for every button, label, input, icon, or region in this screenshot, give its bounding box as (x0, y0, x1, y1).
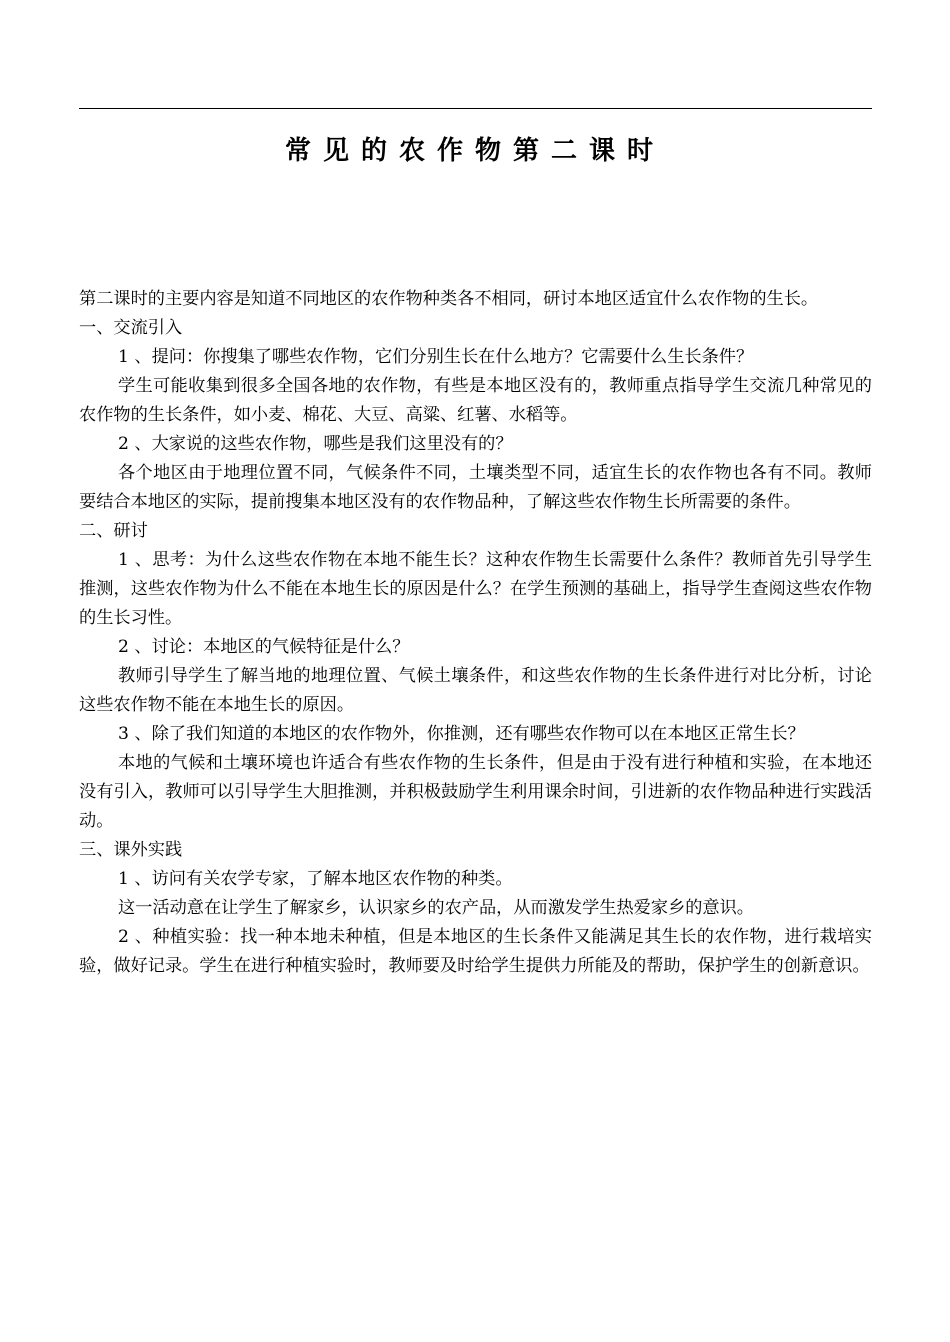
paragraph: 1 、访问有关农学专家，了解本地区农作物的种类。 (118, 869, 513, 889)
paragraph: 第二课时的主要内容是知道不同地区的农作物种类各不相同，研讨本地区适宜什么农作物的生长。 (79, 289, 819, 309)
paragraph: 学生可能收集到很多全国各地的农作物，有些是本地区没有的，教师重点指导学生交流几种常见的农作物的生长条件，如小麦、棉花、大豆、高粱、红薯、水稻等。 (79, 376, 872, 425)
section-heading: 二、研讨 (79, 521, 148, 541)
paragraph: 各个地区由于地理位置不同，气候条件不同，土壤类型不同，适宜生长的农作物也各有不同。教师要结合本地区的实际，提前搜集本地区没有的农作物品种，了解这些农作物生长所需要的条件。 (79, 463, 872, 512)
paragraph: 教师引导学生了解当地的地理位置、气候土壤条件，和这些农作物的生长条件进行对比分析，讨论这些农作物不能在本地生长的原因。 (79, 666, 872, 715)
header-rule (79, 108, 872, 109)
paragraph: 2 、讨论：本地区的气候特征是什么？ (118, 637, 410, 657)
paragraph: 1 、提问：你搜集了哪些农作物，它们分别生长在什么地方？它需要什么生长条件？ (118, 347, 754, 367)
section-heading: 三、课外实践 (79, 840, 183, 860)
paragraph: 这一活动意在让学生了解家乡，认识家乡的农产品，从而激发学生热爱家乡的意识。 (118, 898, 754, 918)
paragraph: 本地的气候和土壤环境也许适合有些农作物的生长条件，但是由于没有进行种植和实验，在本地还没有引入，教师可以引导学生大胆推测，并积极鼓励学生利用课余时间，引进新的农作物品种进行实践活动。 (79, 753, 872, 831)
paragraph: 2 、大家说的这些农作物，哪些是我们这里没有的？ (118, 434, 513, 454)
document-title: 常见的农作物第二课时 (284, 136, 665, 166)
paragraph: 1 、思考：为什么这些农作物在本地不能生长？这种农作物生长需要什么条件？教师首先引导学生推测，这些农作物为什么不能在本地生长的原因是什么？在学生预测的基础上，指导学生查阅这些农作物的生长习性。 (79, 550, 872, 628)
section-heading: 一、交流引入 (79, 318, 183, 338)
document-body (79, 285, 872, 981)
paragraph: 2 、种植实验：找一种本地未种植，但是本地区的生长条件又能满足其生长的农作物，进行栽培实验，做好记录。学生在进行种植实验时，教师要及时给学生提供力所能及的帮助，保护学生的创新意识。 (79, 927, 872, 976)
paragraph: 3 、除了我们知道的本地区的农作物外，你推测，还有哪些农作物可以在本地区正常生长？ (118, 724, 805, 744)
